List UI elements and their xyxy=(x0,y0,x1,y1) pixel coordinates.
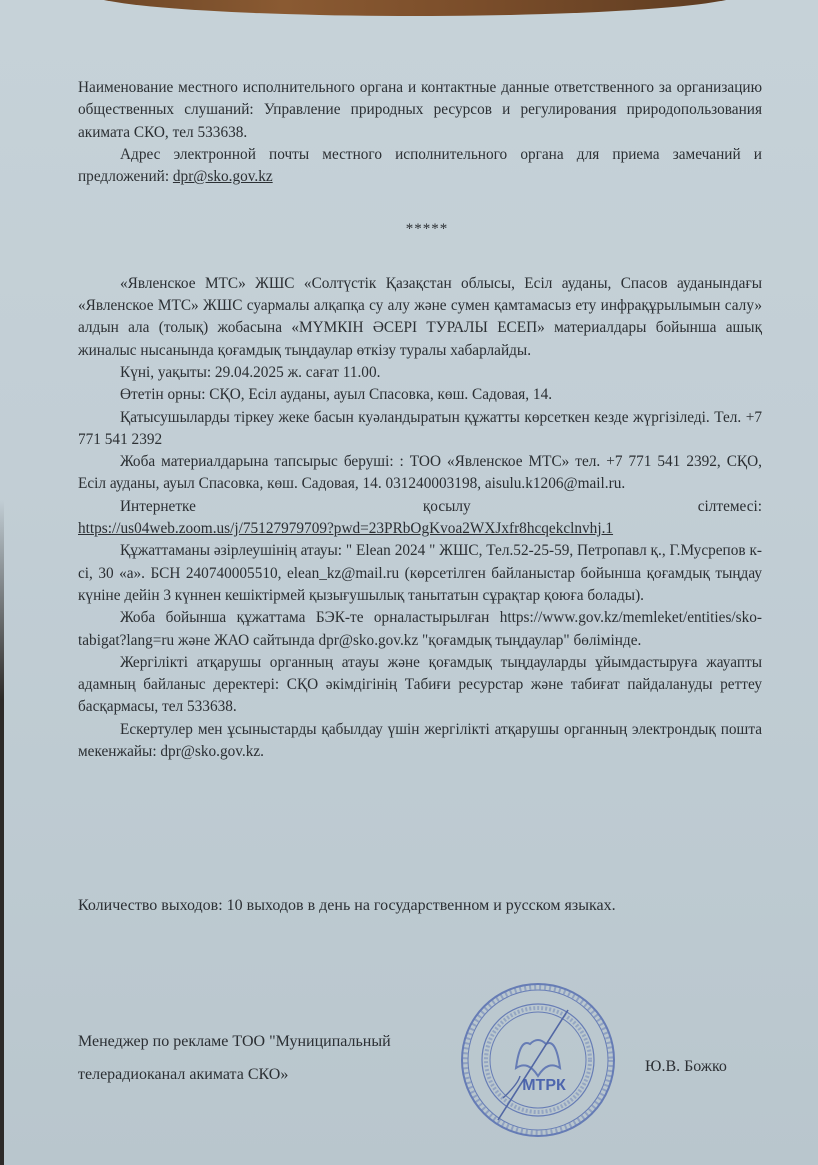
developer: Құжаттаманы әзірлеушінің атауы: " Elean 2024 " ЖШС, Тел.52-25-59, Петропавл қ., Г.Мусрепов к-сі, 30 «а». БСН 240740005510, elean_kz@mail.ru (көрсетілген байланыстар бойынша қоғамдық тыңдау күніне дейін 3 күннен кешіктірмей қызығушылық танытатын сұрақтар қоюға болады). xyxy=(78,542,762,604)
email-link[interactable]: dpr@sko.gov.kz xyxy=(172,168,273,186)
page-shadow xyxy=(0,500,4,1165)
remarks: Ескертулер мен ұсыныстарды қабылдау үшін жергілікті атқарушы органның электрондық пошта мекенжайы: dpr@sko.gov.kz. xyxy=(78,720,762,761)
document-body xyxy=(78,77,762,763)
internet-label: Интернетке қосылу сілтемесі: xyxy=(120,497,762,515)
documentation: Жоба бойынша құжаттама БЭК-те орналастырылған https://www.gov.kz/memleket/entities/sko-tabigat?lang=ru және ЖАО сайтында dpr@sko.gov.kz "қоғамдық тыңдаулар" бөлімінде. xyxy=(78,609,762,649)
output-count: Количество выходов: 10 выходов в день на государственном и русском языках. xyxy=(78,897,616,914)
kz-intro-paragraph: «Явленское МТС» ЖШС «Солтүстік Қазақстан облысы, Есіл ауданы, Спасов ауданындағы «Явленское МТС» ЖШС суармалы алқапқа су алу және сумен қамтамасыз ету инфрақұрылымын салу» алдын ала (толық) жобасына «МҮМКІН ӘСЕРІ ТУРАЛЫ ЕСЕП» материалдары бойынша ашық жиналыс нысанында қоғамдық тыңдаулар өткізу туралы хабарлайды. xyxy=(78,274,762,359)
customer: Жоба материалдарына тапсырыс беруші: : ТОО «Явленское МТС» тел. +7 771 541 2392, СҚО, Есіл ауданы, ауыл Спасовка, көш. Садовая, 14. 031240003198, aisulu.k1206@mail.ru. xyxy=(78,453,762,493)
signature-line-2: телерадиоканал акимата СКО» xyxy=(78,1066,289,1083)
signer-name: Ю.В. Божко xyxy=(645,1058,727,1075)
signature-line-1: Менеджер по рекламе ТОО "Муниципальный xyxy=(78,1033,391,1050)
zoom-link[interactable]: https://us04web.zoom.us/j/75127979709?pwd=23PRbOgKvoa2WXJxfr8hcqekclnvhj.1 xyxy=(78,520,614,538)
date-time: Күні, уақыты: 29.04.2025 ж. сағат 11.00. xyxy=(120,363,381,381)
header-paragraph: Наименование местного исполнительного органа и контактные данные ответственного за организацию общественных слушаний: Управление природных ресурсов и регулирования природопользования акимата СКО, тел 533638. xyxy=(78,79,762,141)
local-body: Жергілікті атқарушы органның атауы және қоғамдық тыңдауларды ұйымдастыруға жауапты адамның байланыс деректері: СҚО әкімдігінің Табиғи ресурстар және табиғат пайдалануды реттеу басқармасы, тел 533638. xyxy=(78,653,762,716)
separator: ***** xyxy=(405,221,449,238)
signature-block xyxy=(78,1025,391,1091)
venue: Өтетін орны: СҚО, Есіл ауданы, ауыл Спасовка, көш. Садовая, 14. xyxy=(120,386,553,404)
stamp-icon xyxy=(458,980,618,1140)
email-paragraph-text: Адрес электронной почты местного исполнительного органа для приема замечаний и предложений: xyxy=(78,145,762,186)
table-edge xyxy=(85,0,745,16)
stamp-text: МТРК xyxy=(522,1077,566,1094)
email-paragraph xyxy=(78,144,762,189)
zoom-link-paragraph xyxy=(78,518,762,540)
registration: Қатысушыларды тіркеу жеке басын куәландыратын құжатты көрсеткен кезде жүргізіледі. Тел. +7 771 541 2392 xyxy=(78,408,762,448)
